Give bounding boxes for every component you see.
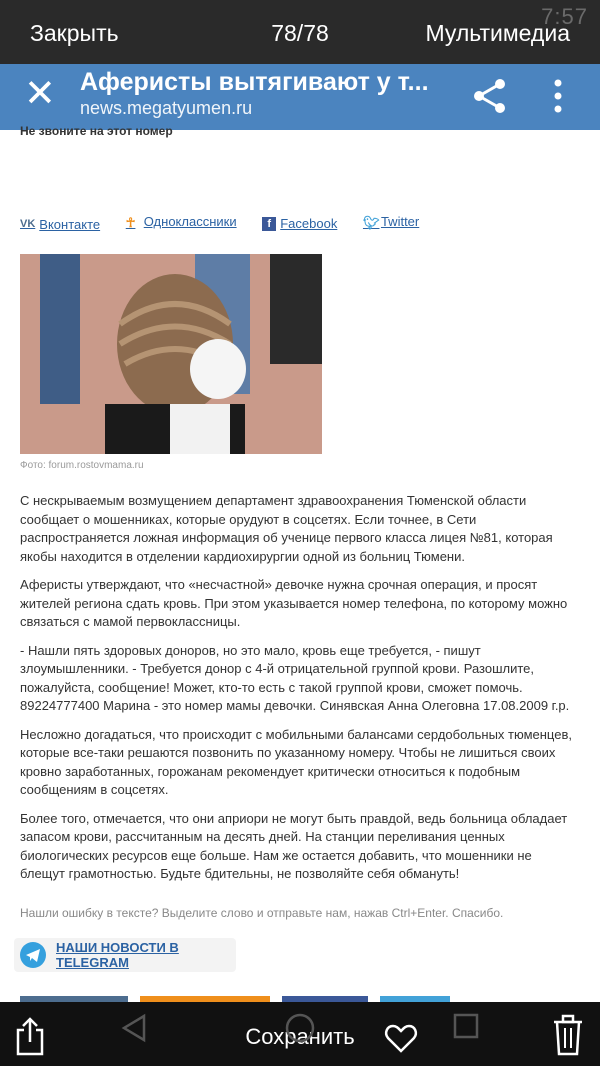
share-link-label: Facebook xyxy=(280,216,338,231)
photo-caption: Фото: forum.rostovmama.ru xyxy=(20,460,144,471)
status-time: 7:57 xyxy=(541,4,588,29)
telegram-link-label: НАШИ НОВОСТИ В TELEGRAM xyxy=(56,940,179,970)
multimedia-button[interactable]: Мультимедиа xyxy=(425,20,570,46)
share-link-vk[interactable] xyxy=(20,217,100,232)
home-circle-icon xyxy=(284,1012,316,1044)
share-link-label: Одноклассники xyxy=(143,214,237,229)
twitter-icon: 🐦︎ xyxy=(362,214,380,230)
share-link-label: Twitter xyxy=(380,214,420,229)
telegram-link[interactable] xyxy=(14,938,236,972)
article-photo xyxy=(20,254,322,454)
paragraph: - Нашли пять здоровых доноров, но это мало, кровь еще требуется, - пишут злоумышленники. - Требуется донор с 4-й отрицательной группой крови. Разошлите, пожалуйста, сообщение! Может, кто-то есть с такой группой крови, сможет помочь. 89224777400 Марина - это номер мамы девочки. Синявская Анна Олеговна 17.08.2009 г.р. xyxy=(20,642,570,713)
viewer-top-bar xyxy=(0,0,600,64)
photo-drawing xyxy=(20,254,322,454)
share-links xyxy=(20,214,441,232)
bottom-toolbar xyxy=(0,1002,600,1066)
error-report-note: Нашли ошибку в тексте? Выделите слово и отправьте нам, нажав Ctrl+Enter. Спасибо. xyxy=(20,906,504,920)
paragraph: С нескрываемым возмущением департамент здравоохранения Тюменской области сообщает о мошенниках, которые орудуют в соцсетях. Если точнее, в Сети распространяется ложная информация об ученице первого класса лицея №81, которая якобы находится в отделении кардиохирургии одной из больниц Тюмени. xyxy=(20,493,553,564)
article-body xyxy=(20,492,580,894)
facebook-icon: f xyxy=(262,217,276,231)
share-icon[interactable] xyxy=(470,76,510,116)
cut-heading: Не звоните на этот номер xyxy=(20,124,173,138)
more-vert-icon[interactable] xyxy=(548,78,568,114)
share-link-ok[interactable] xyxy=(126,214,237,229)
close-button[interactable]: Закрыть xyxy=(30,20,119,46)
screenshot-image xyxy=(0,64,600,1002)
recent-square-icon xyxy=(452,1012,480,1040)
article xyxy=(0,124,600,1002)
page-url: news.megatyumen.ru xyxy=(80,98,253,118)
share-link-twitter[interactable] xyxy=(363,214,419,229)
close-icon[interactable]: ✕ xyxy=(24,73,56,115)
paragraph: Аферисты утверждают, что «несчастной» девочке нужна срочная операция, и просят жителей региона сдать кровь. При этом указывается номер телефона, по которому можно связаться с мамой первоклассницы. xyxy=(20,577,568,629)
paragraph: Несложно догадаться, что происходит с мобильными балансами сердобольных тюменцев, которые все-таки решаются позвонить по указанному номеру. Чтобы не лишиться своих кровно заработанных, горожанам рекомендует критически относиться к подобным сообщениям в соцсетях. xyxy=(20,726,572,797)
page-title: Аферисты вытягивают у т... xyxy=(80,68,429,96)
image-counter: 78/78 xyxy=(271,20,329,46)
paragraph: Более того, отмечается, что они априори не могут быть правдой, ведь больница обладает запасом крови, рассчитанным на десять дней. На станции переливания ценных биологических ресурсов еще больше. Нам же остается добавить, что мошенники не блещут грамотностью. Будьте бдительны, не позволяйте себя обмануть! xyxy=(20,810,568,881)
trash-icon[interactable] xyxy=(552,1014,584,1056)
browser-app-bar xyxy=(0,64,600,130)
ok-icon: ☥ xyxy=(125,214,136,230)
telegram-icon xyxy=(20,942,46,968)
heart-icon[interactable] xyxy=(384,1024,418,1054)
save-button[interactable]: Сохранить xyxy=(245,1024,355,1049)
share-link-label: Вконтакте xyxy=(39,217,101,232)
share-link-facebook[interactable] xyxy=(262,216,337,231)
vk-icon: VK xyxy=(20,217,36,230)
